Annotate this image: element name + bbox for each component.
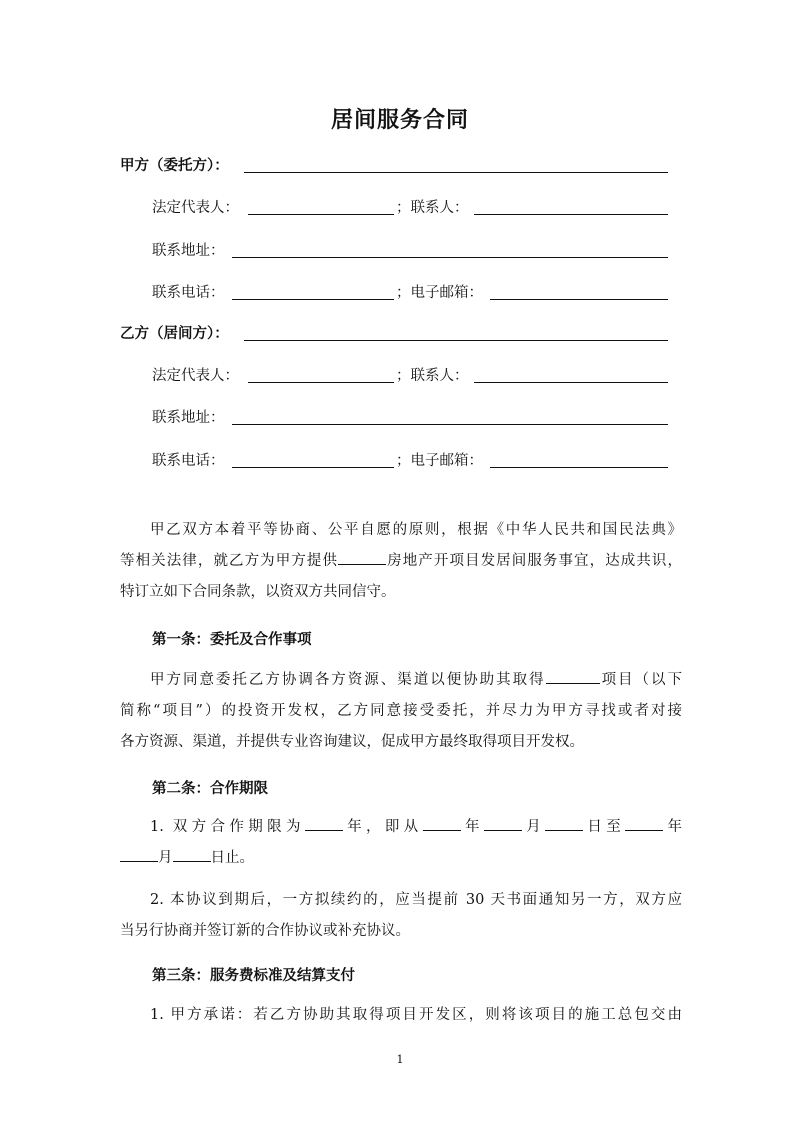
contact-label: ；联系人： [396, 200, 469, 216]
legal-rep-blank[interactable] [248, 200, 394, 215]
intro-line-1: 甲乙双方本着平等协商、公平自愿的原则，根据《中华人民共和国民法典》 [150, 522, 682, 538]
address-blank[interactable] [232, 243, 668, 258]
legal-rep-label: 法定代表人： [152, 200, 239, 216]
phone-label: 联系电话： [152, 285, 225, 301]
phone-label: 联系电话： [152, 453, 225, 469]
email-blank[interactable] [490, 453, 668, 468]
intro-line-2: 等相关法律，就乙方为甲方提供 房地产开项目发居间服务事宜，达成共识， [120, 546, 682, 577]
email-label: ；电子邮箱： [396, 453, 483, 469]
page-number: 1 [396, 1053, 404, 1066]
article-1-line-2: 简称“项目”）的投资开发权，乙方同意接受委托，并尽力为甲方寻找或者对接 [120, 703, 682, 719]
page-title: 居间服务合同 [330, 108, 469, 133]
contact-blank[interactable] [474, 368, 668, 383]
article-2-p2-line-1: 2. 本协议到期后，一方拟续约的，应当提前 30 天书面通知另一方，双方应 [150, 892, 682, 908]
legal-rep-blank[interactable] [248, 368, 394, 383]
email-blank[interactable] [490, 285, 668, 300]
end-month-blank[interactable] [120, 847, 158, 862]
article-2-line-1: 1. 双方合作期限为 年，即从 年 月 日至 年 [120, 812, 682, 843]
article-2-heading: 第二条：合作期限 [152, 781, 268, 797]
start-day-blank[interactable] [545, 816, 583, 831]
article-3-paragraph [120, 1000, 682, 1031]
article-1-paragraph [120, 665, 682, 758]
article-1-heading: 第一条：委托及合作事项 [152, 632, 312, 648]
service-blank[interactable] [338, 550, 386, 565]
article-3-line-1: 1. 甲方承诺：若乙方协助其取得项目开发区，则将该项目的施工总包交由 [150, 1007, 682, 1023]
article-2-p2-line-2: 当另行协商并签订新的合作协议或补充协议。 [120, 923, 410, 939]
article-1-line-1: 甲方同意委托乙方协调各方资源、渠道以便协助其取得 项目（以下 [120, 665, 682, 696]
article-2-line-2: 月 日止。 [120, 843, 682, 874]
contact-blank[interactable] [474, 200, 668, 215]
end-year-blank[interactable] [625, 816, 663, 831]
phone-blank[interactable] [232, 285, 394, 300]
end-day-blank[interactable] [173, 847, 211, 862]
start-year-blank[interactable] [423, 816, 461, 831]
address-label: 联系地址： [152, 410, 225, 426]
contact-label: ；联系人： [396, 368, 469, 384]
party-b-label: 乙方（居间方）： [120, 326, 229, 342]
term-years-blank[interactable] [305, 816, 343, 831]
project-blank[interactable] [546, 669, 600, 684]
legal-rep-label: 法定代表人： [152, 368, 239, 384]
intro-paragraph [120, 515, 682, 608]
phone-blank[interactable] [232, 453, 394, 468]
party-a-blank[interactable] [244, 158, 668, 173]
article-3-heading: 第三条：服务费标准及结算支付 [152, 968, 355, 984]
email-label: ；电子邮箱： [396, 285, 483, 301]
start-month-blank[interactable] [484, 816, 522, 831]
address-blank[interactable] [232, 410, 668, 425]
article-1-line-3: 各方资源、渠道，并提供专业咨询建议，促成甲方最终取得项目开发权。 [120, 734, 584, 750]
party-a-label: 甲方（委托方）： [120, 158, 229, 174]
party-b-blank[interactable] [244, 326, 668, 341]
article-2-paragraph-1 [120, 812, 682, 874]
address-label: 联系地址： [152, 243, 225, 259]
intro-line-3: 特订立如下合同条款，以资双方共同信守。 [120, 584, 396, 600]
article-2-paragraph-2 [120, 885, 682, 947]
